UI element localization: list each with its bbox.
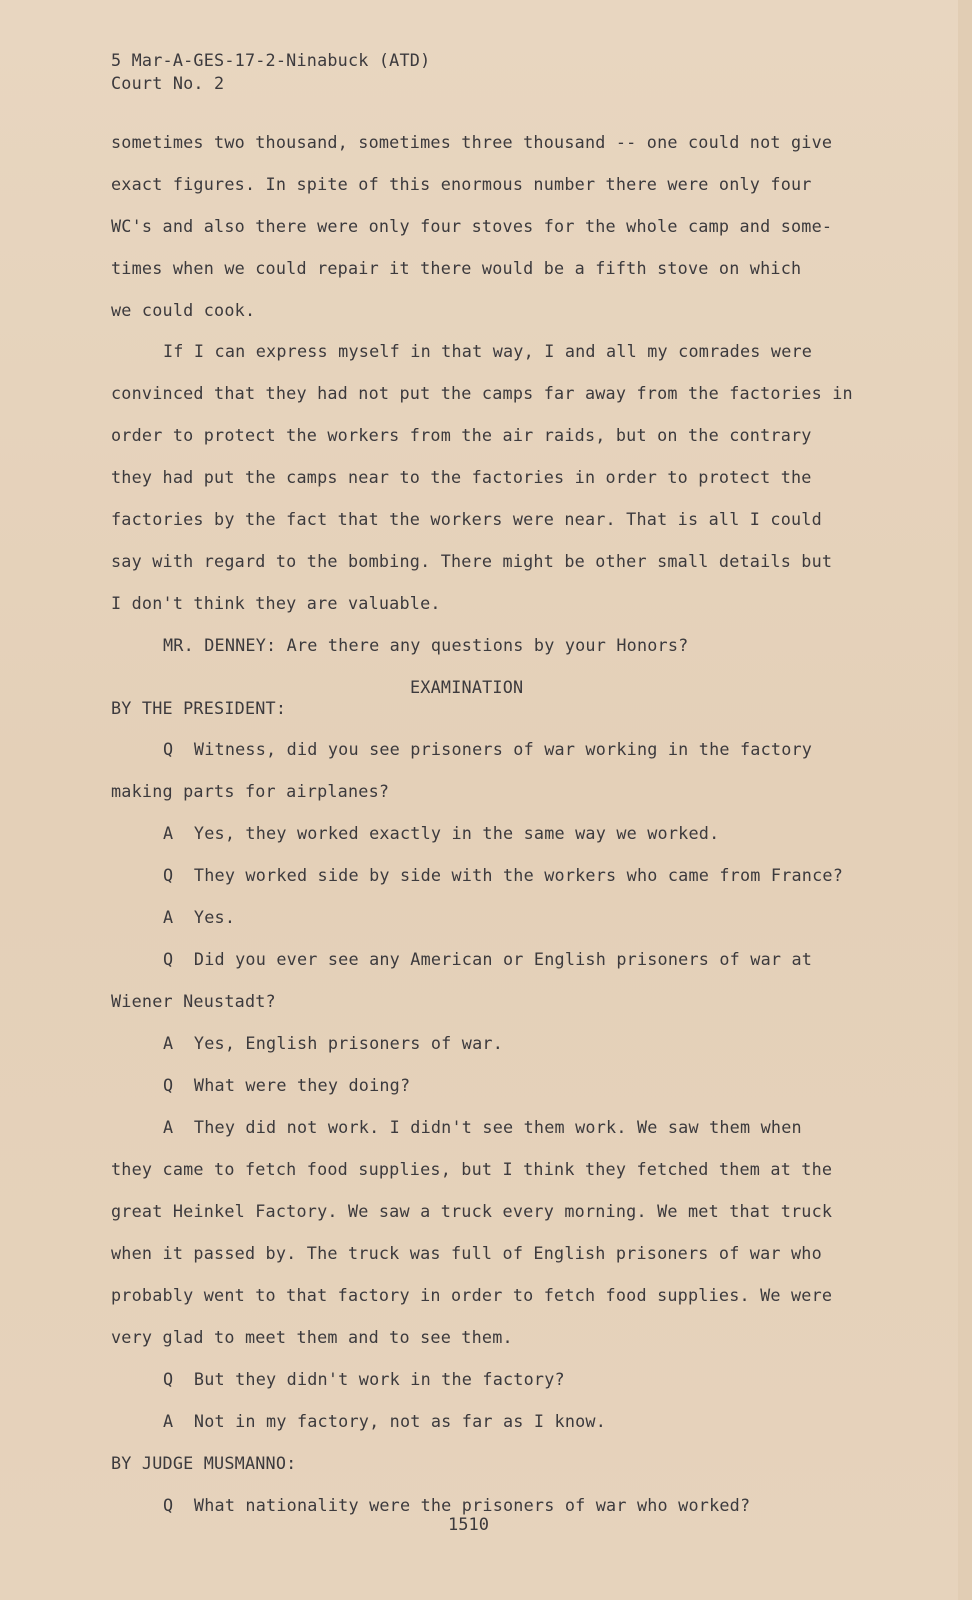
text-line: times when we could repair it there would be a fifth stove on which bbox=[111, 258, 802, 278]
answer-line: A Yes, they worked exactly in the same way we worked. bbox=[163, 823, 720, 843]
question-line: Q Witness, did you see prisoners of war working in the factory bbox=[163, 739, 813, 759]
question-line: Q Did you ever see any American or English prisoners of war at bbox=[163, 949, 813, 969]
examiner-heading: BY THE PRESIDENT: bbox=[111, 698, 287, 718]
text-line: they came to fetch food supplies, but I think they fetched them at the bbox=[111, 1159, 833, 1179]
answer-line: A Yes. bbox=[163, 907, 236, 927]
question-line: Q What nationality were the prisoners of war who worked? bbox=[163, 1495, 751, 1515]
answer-line: A Not in my factory, not as far as I know. bbox=[163, 1411, 607, 1431]
text-line: they had put the camps near to the factories in order to protect the bbox=[111, 467, 812, 487]
text-line: great Heinkel Factory. We saw a truck every morning. We met that truck bbox=[111, 1201, 833, 1221]
text-line: Wiener Neustadt? bbox=[111, 991, 276, 1011]
text-line: very glad to meet them and to see them. bbox=[111, 1327, 513, 1347]
text-line: say with regard to the bombing. There might be other small details but bbox=[111, 551, 833, 571]
question-line: Q But they didn't work in the factory? bbox=[163, 1369, 565, 1389]
text-line: I don't think they are valuable. bbox=[111, 593, 441, 613]
text-line: exact figures. In spite of this enormous number there were only four bbox=[111, 174, 812, 194]
speaker-line: MR. DENNEY: Are there any questions by your Honors? bbox=[163, 635, 689, 655]
text-line: convinced that they had not put the camps far away from the factories in bbox=[111, 383, 853, 403]
text-line: probably went to that factory in order to fetch food supplies. We were bbox=[111, 1285, 833, 1305]
section-heading: EXAMINATION bbox=[410, 677, 524, 697]
text-line: making parts for airplanes? bbox=[111, 781, 390, 801]
text-line: If I can express myself in that way, I and all my comrades were bbox=[163, 341, 813, 361]
text-line: WC's and also there were only four stoves for the whole camp and some- bbox=[111, 216, 833, 236]
text-line: sometimes two thousand, sometimes three thousand -- one could not give bbox=[111, 132, 833, 152]
header-court: Court No. 2 bbox=[111, 73, 225, 93]
question-line: Q They worked side by side with the workers who came from France? bbox=[163, 865, 844, 885]
text-line: factories by the fact that the workers were near. That is all I could bbox=[111, 509, 822, 529]
answer-line: A They did not work. I didn't see them work. We saw them when bbox=[163, 1117, 802, 1137]
page-number: 1510 bbox=[448, 1515, 489, 1535]
text-line: when it passed by. The truck was full of English prisoners of war who bbox=[111, 1243, 822, 1263]
text-line: order to protect the workers from the air raids, but on the contrary bbox=[111, 425, 812, 445]
page-edge bbox=[958, 0, 972, 1600]
examiner-heading: BY JUDGE MUSMANNO: bbox=[111, 1453, 297, 1473]
text-line: we could cook. bbox=[111, 300, 256, 320]
header-reference: 5 Mar-A-GES-17-2-Ninabuck (ATD) bbox=[111, 50, 431, 70]
question-line: Q What were they doing? bbox=[163, 1075, 411, 1095]
answer-line: A Yes, English prisoners of war. bbox=[163, 1033, 504, 1053]
